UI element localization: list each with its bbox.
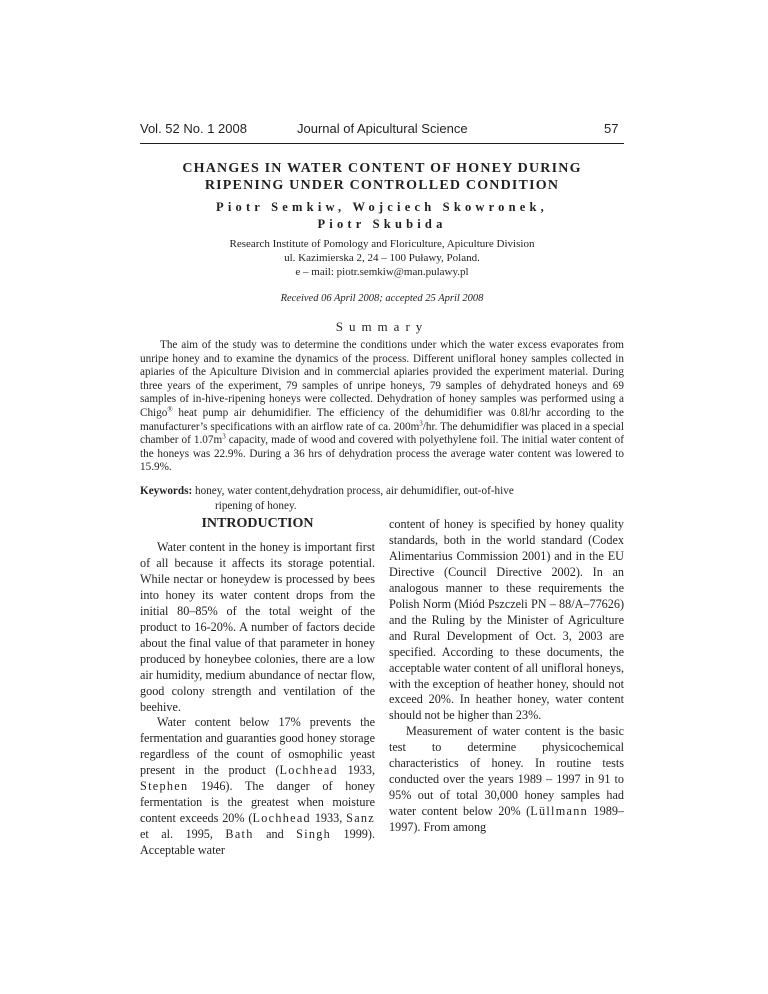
text-run: Measurement of water content is the basic test to determine physicochemical characteristics of honey. In routine tests conducted over the years 1989 – 1997 in 91 to 95% out of total 30,000 honey samples had water content below 20% ( [389,724,624,819]
superscript-3: 3 [419,418,423,427]
author-citation: Sanz [346,811,376,826]
page-number: 57 [604,121,619,136]
text-run: 1989–1997). From among [389,804,625,835]
registered-mark: ® [167,405,173,414]
paragraph: content of honey is specified by honey quality standards, both in the world standard (Codex Alimentarius Commission 2001) and in the EU Directive (Council Directive 2002). In an analogous manner to these requirements the Polish Norm (Miód Pszczeli PN – 88/A–77626) and the Ruling by the Minister of Agriculture and Rural Development of Oct. 3, 2003 are specified. According to these documents, the acceptable water content of all unifloral honeys, with the exception of heather honey, should not exceed 20%. In heather honey, water content should not be higher than 23%. [389,517,624,723]
received-dates: Received 06 April 2008; accepted 25 April 2008 [280,293,484,304]
text-run: et al. 1995, [140,827,226,842]
author-citation: Stephen [140,779,189,794]
article-title [140,160,624,194]
keywords-line-1: honey, water content,dehydration process, air dehumidifier, out-of-hive [192,485,514,497]
summary-part-2: heat pump air dehumidifier. The efficiency of the dehumidifier was 0.8l/hr according to the manufacturer’s specifications with an airflow rate of ca. 200m [140,406,624,433]
paragraph [140,715,375,859]
author-citation: Lüllmann [530,804,589,819]
affiliation-address: ul. Kazimierska 2, 24 – 100 Puławy, Poland. [284,252,480,264]
text-run: 1933, [337,763,375,778]
volume-info: Vol. 52 No. 1 2008 [140,121,247,136]
text-run: Water content below 17% prevents the fermentation and guaranties good honey storage regardless of the count of osmophilic yeast present in the product ( [140,715,375,778]
header-rule [140,143,624,144]
summary-heading: Summary [335,319,429,334]
right-column [389,517,624,836]
affiliation-email: e – mail: piotr.semkiw@man.pulawy.pl [295,266,469,278]
summary-part-1: The aim of the study was to determine the conditions under which the water excess evaporates from unripe honey and to examine the dynamics of the process. Different unifloral honey samples collected in apiaries of the Apiculture Division and in commercial apiaries provided the experiment material. During three years of the experiment, 79 samples of unripe honeys, 79 samples of dehydrated honeys and 69 samples of in-hive-ripening honeys were collected. Dehydration of honey samples was performed using a Chigo [140,339,624,419]
journal-name: Journal of Apicultural Science [297,121,468,136]
affiliation [140,237,624,279]
author-citation: Singh [296,827,332,842]
keywords-line-2: ripening of honey. [215,499,297,512]
summary-part-4: capacity, made of wood and covered with polyethylene foil. The initial water content of the honeys was 22.9%. During a 36 hrs of dehydration process the average water content was lowered to 15.9%. [140,434,624,474]
text-run: 1933, [310,811,347,826]
text-run: 1946). The danger of honey fermentation is the greatest when moisture content exceeds 20% ( [140,779,375,826]
author-citation: Bath [225,827,254,842]
left-column [140,540,375,859]
affiliation-institute: Research Institute of Pomology and Floriculture, Apiculture Division [229,238,535,250]
paragraph: Water content in the honey is important first of all because it affects its storage potential. While nectar or honeydew is processed by bees into honey its water content drops from the initial 80–85% of the total weight of the product to 16-20%. A number of factors decide about the final value of that parameter in honey produced by honeybee colonies, there are a low air humidity, medium abundance of nectar flow, good colony strength and ventilation of the beehive. [140,540,375,714]
superscript-3: 3 [222,432,226,441]
authors [140,199,624,233]
title-line-2: RIPENING UNDER CONTROLLED CONDITION [204,178,560,193]
author-citation: Lochhead [279,763,338,778]
text-run: and [253,827,297,842]
authors-line-2: Piotr Skubida [317,217,447,231]
section-heading-introduction: INTRODUCTION [201,516,314,531]
keywords [140,484,624,513]
paragraph [389,724,624,836]
author-citation: Lochhead [252,811,311,826]
title-line-1: CHANGES IN WATER CONTENT OF HONEY DURING [182,161,582,176]
authors-line-1: Piotr Semkiw, Wojciech Skowronek, [215,200,548,214]
keywords-label: Keywords: [140,485,193,497]
summary-text [140,339,624,475]
text-run: 1999). Acceptable water [140,827,376,858]
summary-part-3: /hr. The dehumidifier was placed in a special chamber of 1.07m [140,420,624,447]
